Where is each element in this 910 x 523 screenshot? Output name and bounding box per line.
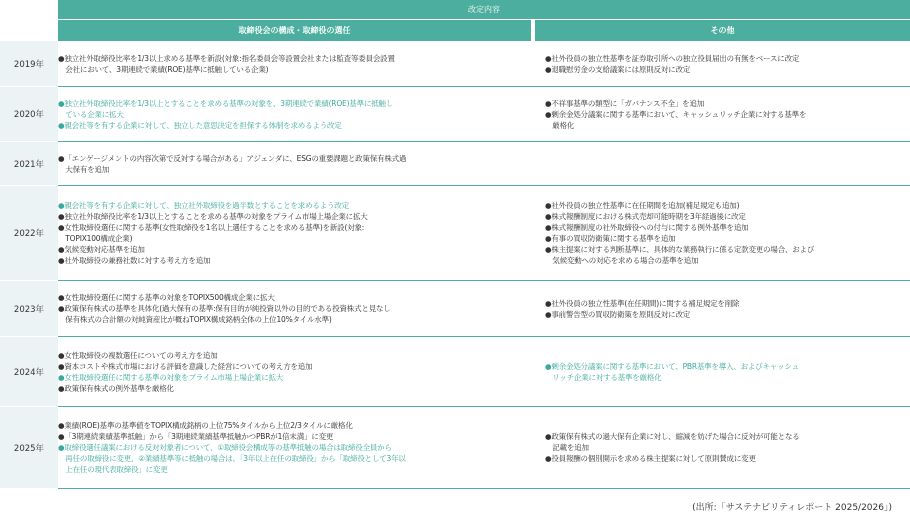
year-cell: 2019年 [0,41,58,87]
list-item: ●剰余金処分議案に関する基準において、PBR基準を導入、およびキャッシュ [545,361,799,371]
list-item: ●業績(ROE)基準の基準値をTOPIX構成銘柄の上位75%タイルから上位2/3タイルに厳格化 [58,421,353,430]
corner-cell [0,0,58,20]
year-cell: 2023年 [0,281,58,337]
list-item: ●株式報酬制度における株式売却可能時期を3年経過後に改定 [545,212,746,221]
list-item: ●「エンゲージメントの内容次第で反対する場合がある」アジェンダに、ESGの重要課題と政策保有株式過 [58,153,407,163]
list-item: ●親会社等を有する企業に対して、独立した意思決定を担保する体制を求めるよう改定 [58,120,342,130]
list-item: ている企業に拡大 [58,109,124,119]
other-cell [535,87,910,142]
year-cell: 2022年 [0,186,58,281]
list-item: ●社外役員の独立性基準を証券取引所への独立役員届出の有無をベースに改定 [545,53,800,63]
other-cell [535,281,910,337]
board-composition-cell [58,407,531,489]
list-item: ●女性取締役選任に関する基準の対象をTOPIX500構成企業に拡大 [58,293,275,302]
list-item: ●役員報酬の個別開示を求める株主提案に対して原則賛成に変更 [545,454,756,463]
table-row [0,281,910,337]
list-item: 厳格化 [545,120,575,130]
list-item: ●女性取締役選任に関する基準の対象をプライム市場上場企業に拡大 [58,372,284,382]
list-item: ●社外役員の独立性基準に在任期間を追加(補足規定も追加) [545,201,740,210]
list-item: ●剰余金処分議案に関する基準において、キャッシュリッチ企業に対する基準を [545,109,807,119]
source-note: (出所:「サステナビリティレポート 2025/2026」) [692,503,892,513]
corner-cell-sub [0,20,58,41]
list-item: TOPIX100構成企業) [58,234,133,243]
list-item: ●親会社等を有する企業に対して、独立社外取締役を過半数とすることを求めるよう改定 [58,201,349,210]
table-row [0,337,910,407]
list-item: ●「3期連続業績基準抵触」から「3期連続業績基準抵触かつPBRが1倍未満」に変更 [58,432,334,441]
table-row [0,87,910,142]
list-item: ●社外取締役の兼務社数に対する考え方を追加 [58,256,211,265]
header-other: その他 [535,20,910,41]
header-board-composition: 取締役会の構成・取締役の選任 [58,20,531,41]
list-item: 再任の取締役に変更、②業績基準等に抵触の場合は、「3年以上在任の取締役」から「取締役として3年以 [58,454,406,463]
list-item: ●株主提案に対する判断基準に、具体的な業務執行に係る定款変更の場合、および [545,245,815,254]
year-cell: 2020年 [0,87,58,142]
year-cell: 2024年 [0,337,58,407]
list-item: 気候変動への対応を求める場合の基準を追加 [545,256,699,265]
board-composition-cell [58,186,531,281]
list-item: ●政策保有株式の基準を具体化(過大保有の基準:保有目的が純投資以外の目的である投資株式と見なし [58,304,391,313]
table-row [0,142,910,186]
list-item: 会社において、3期連続で業績(ROE)基準に抵触している企業) [58,64,269,74]
list-item: ●気候変動対応基準を追加 [58,245,145,254]
list-item: 大保有を追加 [58,164,110,174]
board-composition-cell [58,41,531,87]
list-item: ●独立社外取締役比率を1/3以上求める基準を新設(対象:指名委員会等設置会社または監査等委員会設置 [58,53,395,63]
table-row [0,407,910,489]
board-composition-cell [58,142,531,186]
list-item: ●女性取締役の複数選任についての考え方を追加 [58,350,218,360]
list-item: ●政策保有株式の例外基準を厳格化 [58,383,174,393]
header-revision-content: 改定内容 [58,0,910,20]
other-cell [535,337,910,407]
board-composition-cell [58,281,531,337]
table-row [0,41,910,87]
list-item: ●不祥事基準の類型に「ガバナンス不全」を追加 [545,98,705,108]
year-cell: 2021年 [0,142,58,186]
table-row [0,186,910,281]
list-item: 記載を追加 [545,443,589,452]
list-item: ●独立社外取締役比率を1/3以上とすることを求める基準の対象をプライム市場上場企業に拡大 [58,212,368,221]
list-item: ●退職慰労金の支給議案には原則反対に改定 [545,64,691,74]
board-composition-cell [58,87,531,142]
list-item: 上在任の現代表取締役」に変更 [58,465,168,474]
year-cell: 2025年 [0,407,58,489]
other-cell [535,186,910,281]
list-item: ●株式報酬制度の社外取締役への付与に関する例外基準を追加 [545,223,749,232]
list-item: ●有事の買収防衛策に関する基準を追加 [545,234,676,243]
other-cell [535,142,910,186]
board-composition-cell [58,337,531,407]
list-item: ●取締役選任議案における反対対象者について、①取締役会構成等の基準抵触の場合は取締役全員から [58,443,392,452]
list-item: 保有株式の合計額の対純資産比が概ねTOPIX構成銘柄全体の上位10%タイル水準) [58,315,332,324]
list-item: ●資本コストや株式市場における評価を意識した経営についての考え方を追加 [58,361,313,371]
list-item: ●独立社外取締役比率を1/3以上とすることを求める基準の対象を、3期連続で業績(ROE)基準に抵触し [58,98,394,108]
other-cell [535,407,910,489]
other-cell [535,41,910,87]
list-item: ●政策保有株式の過大保有企業に対し、縮減を妨げた場合に反対が可能となる [545,432,800,441]
list-item: ●社外役員の独立性基準(在任期間)に関する補足規定を削除 [545,298,740,308]
list-item: リッチ企業に対する基準を厳格化 [545,372,662,382]
list-item: ●事前警告型の買収防衛策を原則反対に改定 [545,309,691,319]
list-item: ●女性取締役選任に関する基準(女性取締役を1名以上選任することを求める基準)を新設(対象: [58,223,365,232]
